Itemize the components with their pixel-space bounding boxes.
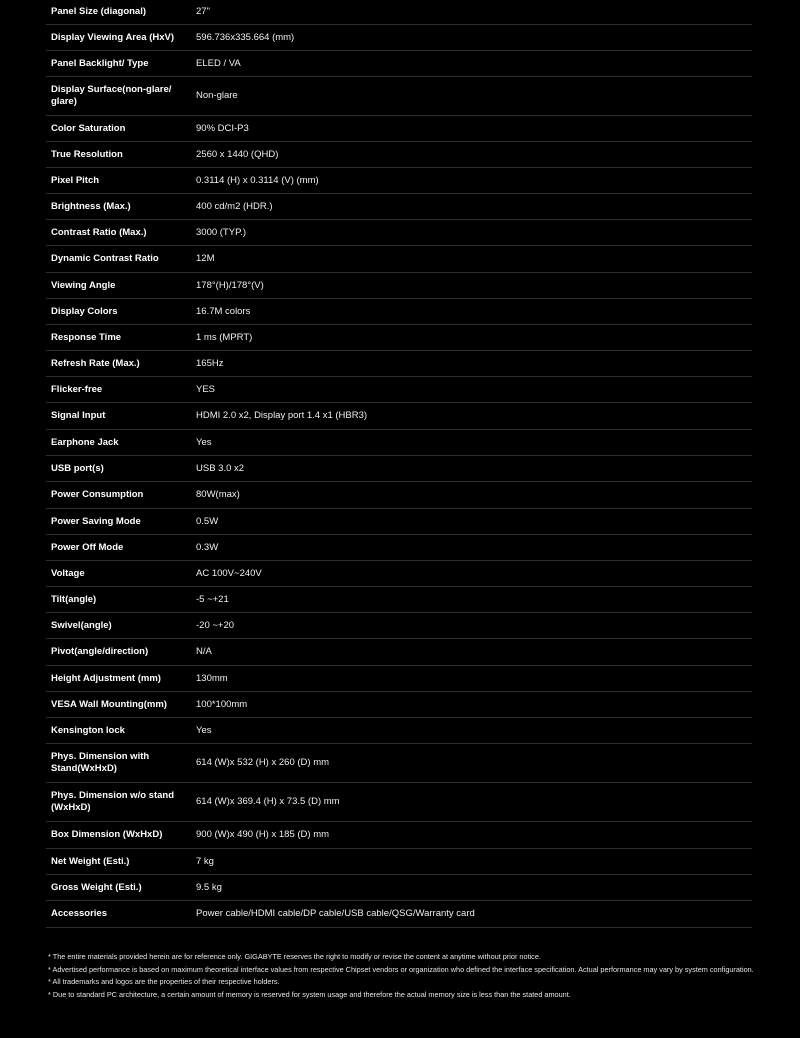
spec-label: USB port(s) (51, 462, 104, 474)
spec-value: HDMI 2.0 x2, Display port 1.4 x1 (HBR3) (196, 410, 368, 421)
spec-value: 90% DCI-P3 (196, 122, 249, 134)
spec-label: Signal Input (51, 410, 106, 421)
spec-value: 2560 x 1440 (QHD) (196, 148, 279, 160)
spec-label: Power Off Mode (51, 541, 124, 553)
spec-label: Contrast Ratio (Max.) (51, 226, 147, 238)
spec-row (46, 246, 752, 273)
spec-row (46, 0, 752, 25)
spec-row (46, 666, 752, 692)
spec-label: VESA Wall Mounting(mm) (51, 698, 167, 710)
spec-row (46, 744, 752, 783)
spec-row (46, 901, 752, 928)
spec-value: Yes (196, 436, 212, 448)
spec-row (46, 273, 752, 299)
spec-value: 596.736x335.664 (mm) (196, 31, 295, 43)
spec-value: 178°(H)/178°(V) (196, 279, 264, 291)
spec-row (46, 377, 752, 403)
spec-value: 100*100mm (196, 698, 248, 710)
spec-row (46, 692, 752, 718)
spec-row (46, 168, 752, 194)
spec-row (46, 299, 752, 325)
spec-label: Tilt(angle) (51, 593, 97, 605)
spec-value: ELED / VA (196, 57, 241, 69)
spec-row (46, 613, 752, 639)
spec-label: Earphone Jack (51, 436, 119, 448)
spec-label: Pivot(angle/direction) (51, 646, 149, 657)
footnotes (48, 951, 760, 1001)
spec-label: Display Viewing Area (HxV) (51, 31, 175, 43)
spec-label: Color Saturation (51, 122, 126, 134)
spec-row (46, 718, 752, 744)
spec-value: 0.3114 (H) x 0.3114 (V) (mm) (196, 174, 319, 186)
spec-value: 27" (196, 6, 210, 17)
spec-label: Viewing Angle (51, 279, 116, 291)
spec-label: Power Saving Mode (51, 515, 141, 527)
spec-value: YES (196, 383, 216, 395)
spec-value: 3000 (TYP.) (196, 226, 246, 238)
spec-row (46, 456, 752, 482)
spec-row (46, 77, 752, 116)
spec-label: Display Surface(non-glare/ glare) (51, 84, 172, 107)
spec-label: Panel Size (diagonal) (51, 6, 147, 17)
spec-row (46, 561, 752, 587)
spec-label: Flicker-free (51, 383, 103, 395)
spec-value: 0.5W (196, 515, 219, 527)
spec-table (46, 0, 752, 928)
spec-label: Dynamic Contrast Ratio (51, 253, 159, 264)
spec-label: Voltage (51, 567, 85, 579)
spec-label: Gross Weight (Esti.) (51, 881, 142, 893)
spec-row (46, 535, 752, 561)
spec-value: N/A (196, 646, 212, 657)
spec-value: USB 3.0 x2 (196, 462, 245, 474)
spec-label: Phys. Dimension with Stand(WxHxD) (51, 751, 150, 774)
spec-label: Net Weight (Esti.) (51, 855, 130, 867)
footnote: * Due to standard PC architecture, a certain amount of memory is reserved for system usage and therefore the actual memory size is less than the stated amount. (48, 989, 571, 999)
spec-row (46, 116, 752, 142)
spec-row (46, 875, 752, 901)
spec-label: Response Time (51, 331, 122, 343)
spec-value: -20 ~+20 (196, 619, 235, 631)
spec-value: Yes (196, 724, 212, 736)
spec-row (46, 51, 752, 77)
spec-value: 12M (196, 253, 215, 264)
spec-label: Swivel(angle) (51, 619, 112, 631)
spec-row (46, 430, 752, 456)
spec-row (46, 25, 752, 51)
spec-value: 9.5 kg (196, 881, 222, 893)
spec-value: 7 kg (196, 855, 214, 867)
spec-label: Box Dimension (WxHxD) (51, 829, 163, 840)
spec-label: Refresh Rate (Max.) (51, 357, 140, 369)
spec-label: Accessories (51, 908, 107, 919)
footnote: * Advertised performance is based on maximum theoretical interface values from respective Chipset vendors or organization who defined the interface specification. Actual performance may vary by system configuration. (48, 964, 754, 974)
spec-label: Kensington lock (51, 724, 125, 736)
spec-value: 165Hz (196, 357, 224, 369)
spec-row (46, 142, 752, 168)
spec-row (46, 325, 752, 351)
spec-value: Non-glare (196, 90, 238, 101)
spec-value: 80W(max) (196, 489, 240, 500)
spec-label: Pixel Pitch (51, 174, 100, 186)
spec-row (46, 509, 752, 535)
spec-value: 16.7M colors (196, 305, 251, 317)
spec-row (46, 783, 752, 822)
spec-value: 130mm (196, 672, 228, 684)
spec-label: Brightness (Max.) (51, 200, 131, 212)
spec-label: Power Consumption (51, 489, 144, 500)
spec-row (46, 194, 752, 220)
spec-value: AC 100V~240V (196, 567, 262, 579)
spec-value: 400 cd/m2 (HDR.) (196, 200, 273, 212)
spec-row (46, 639, 752, 666)
footnote: * All trademarks and logos are the properties of their respective holders. (48, 977, 280, 986)
spec-value: -5 ~+21 (196, 593, 229, 605)
spec-label: Phys. Dimension w/o stand (WxHxD) (51, 790, 174, 813)
spec-row (46, 403, 752, 430)
spec-value: 900 (W)x 490 (H) x 185 (D) mm (196, 829, 330, 840)
spec-row (46, 849, 752, 875)
spec-label: True Resolution (51, 148, 123, 160)
spec-row (46, 220, 752, 246)
spec-label: Panel Backlight/ Type (51, 57, 149, 69)
spec-value: 614 (W)x 369.4 (H) x 73.5 (D) mm (196, 796, 340, 807)
spec-label: Height Adjustment (mm) (51, 672, 161, 684)
spec-row (46, 822, 752, 849)
spec-value: Power cable/HDMI cable/DP cable/USB cable/QSG/Warranty card (196, 908, 475, 919)
footnote: * The entire materials provided herein are for reference only. GIGABYTE reserves the right to modify or revise the content at anytime without prior notice. (48, 952, 541, 961)
spec-row (46, 351, 752, 377)
spec-value: 1 ms (MPRT) (196, 331, 253, 343)
spec-row (46, 482, 752, 509)
spec-value: 614 (W)x 532 (H) x 260 (D) mm (196, 757, 330, 768)
spec-row (46, 587, 752, 613)
spec-value: 0.3W (196, 541, 219, 553)
spec-label: Display Colors (51, 305, 118, 317)
